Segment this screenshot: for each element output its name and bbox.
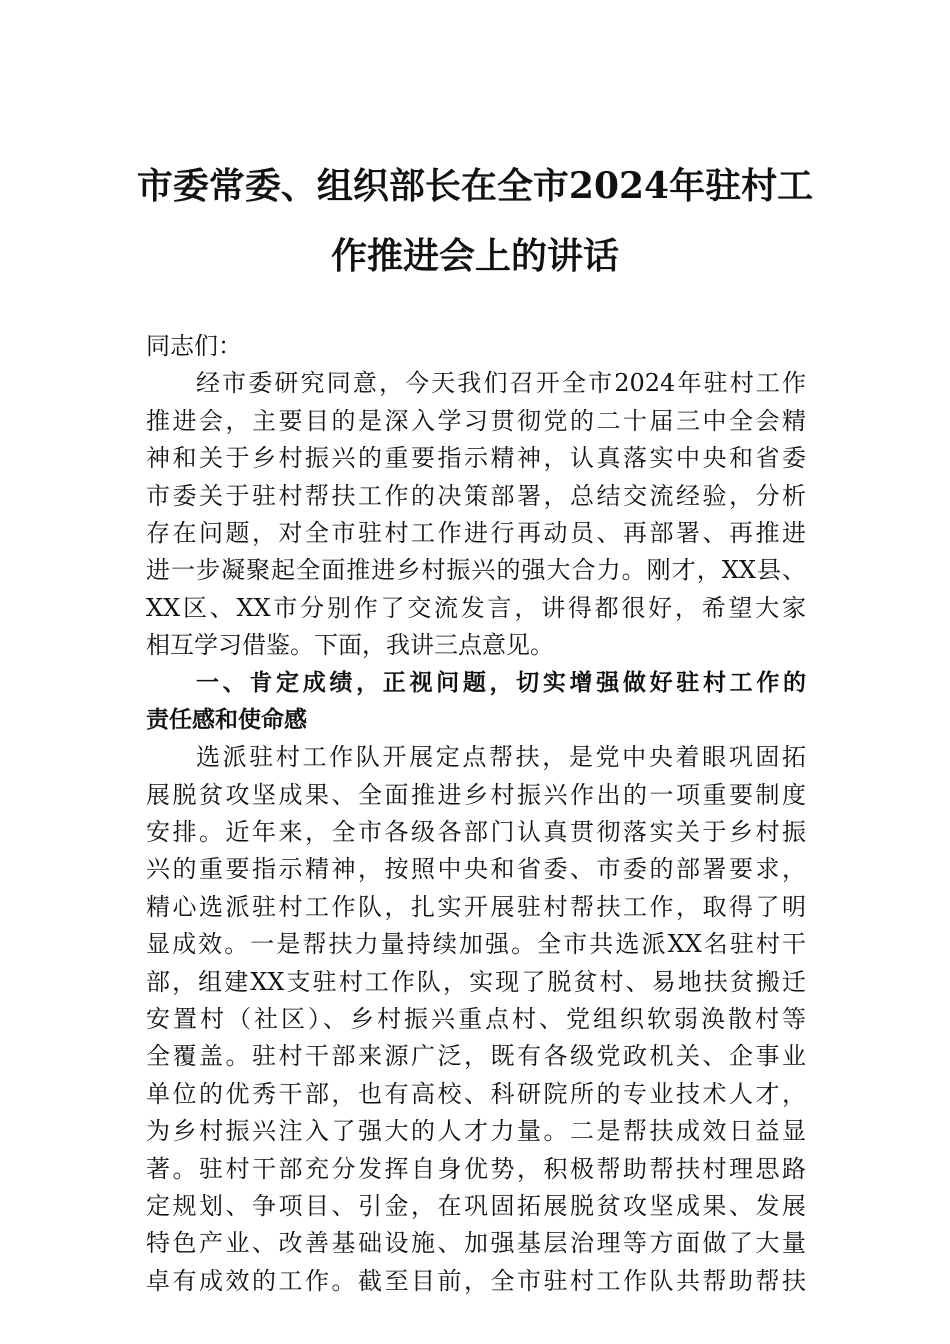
paragraph-line: 安排。近年来，全市各级各部门认真贯彻落实关于乡村振 [146,818,806,847]
paragraph-line: 部，组建XX支驻村工作队，实现了脱贫村、易地扶贫搬迁 [146,967,806,996]
document-title-line-2: 作推进会上的讲话 [330,235,619,277]
paragraph-line: 全覆盖。驻村干部来源广泛，既有各级党政机关、企事业 [146,1042,806,1071]
paragraph-line: 定规划、争项目、引金，在巩固拓展脱贫攻坚成果、发展 [146,1191,806,1220]
paragraph-line: 市委关于驻村帮扶工作的决策部署，总结交流经验，分析 [146,481,806,510]
paragraph-line: 相互学习借鉴。下面，我讲三点意见。 [146,631,554,660]
paragraph-line: 推进会，主要目的是深入学习贯彻党的二十届三中全会精 [146,406,806,435]
section-heading-line: 责任感和使命感 [146,706,307,733]
paragraph-line: 著。驻村干部充分发挥自身优势，积极帮助帮扶村理思路 [146,1154,806,1183]
paragraph-line: 单位的优秀干部，也有高校、科研院所的专业技术人才， [146,1079,806,1108]
paragraph-line: 存在问题，对全市驻村工作进行再动员、再部署、再推进 [146,518,806,547]
paragraph-line: XX区、XX市分别作了交流发言，讲得都很好，希望大家 [146,593,806,622]
paragraph-line: 安置村（社区）、乡村振兴重点村、党组织软弱涣散村等 [146,1005,806,1034]
document-title-line-1: 市委常委、组织部长在全市2024年驻村工 [136,165,814,207]
paragraph-line: 同志们： [146,332,242,360]
paragraph-line: 卓有成效的工作。截至目前，全市驻村工作队共帮助帮扶 [146,1266,806,1295]
paragraph-line: 精心选派驻村工作队，扎实开展驻村帮扶工作，取得了明 [146,892,806,921]
paragraph-line: 显成效。一是帮扶力量持续加强。全市共选派XX名驻村干 [146,930,806,959]
document-body [146,328,806,1300]
paragraph-line: 进一步凝聚起全面推进乡村振兴的强大合力。刚才，XX县、 [146,556,806,585]
paragraph-line: 展脱贫攻坚成果、全面推进乡村振兴作出的一项重要制度 [146,780,806,809]
paragraph-line: 经市委研究同意，今天我们召开全市2024年驻村工作 [196,369,806,398]
section-heading-line: 一、肯定成绩，正视问题，切实增强做好驻村工作的 [196,669,806,696]
paragraph-line: 特色产业、改善基础设施、加强基层治理等方面做了大量 [146,1229,806,1258]
paragraph-line: 兴的重要指示精神，按照中央和省委、市委的部署要求， [146,855,806,884]
paragraph-line: 神和关于乡村振兴的重要指示精神，认真落实中央和省委 [146,444,806,473]
paragraph-line: 为乡村振兴注入了强大的人才力量。二是帮扶成效日益显 [146,1117,806,1146]
paragraph-line: 选派驻村工作队开展定点帮扶，是党中央着眼巩固拓 [196,743,806,772]
